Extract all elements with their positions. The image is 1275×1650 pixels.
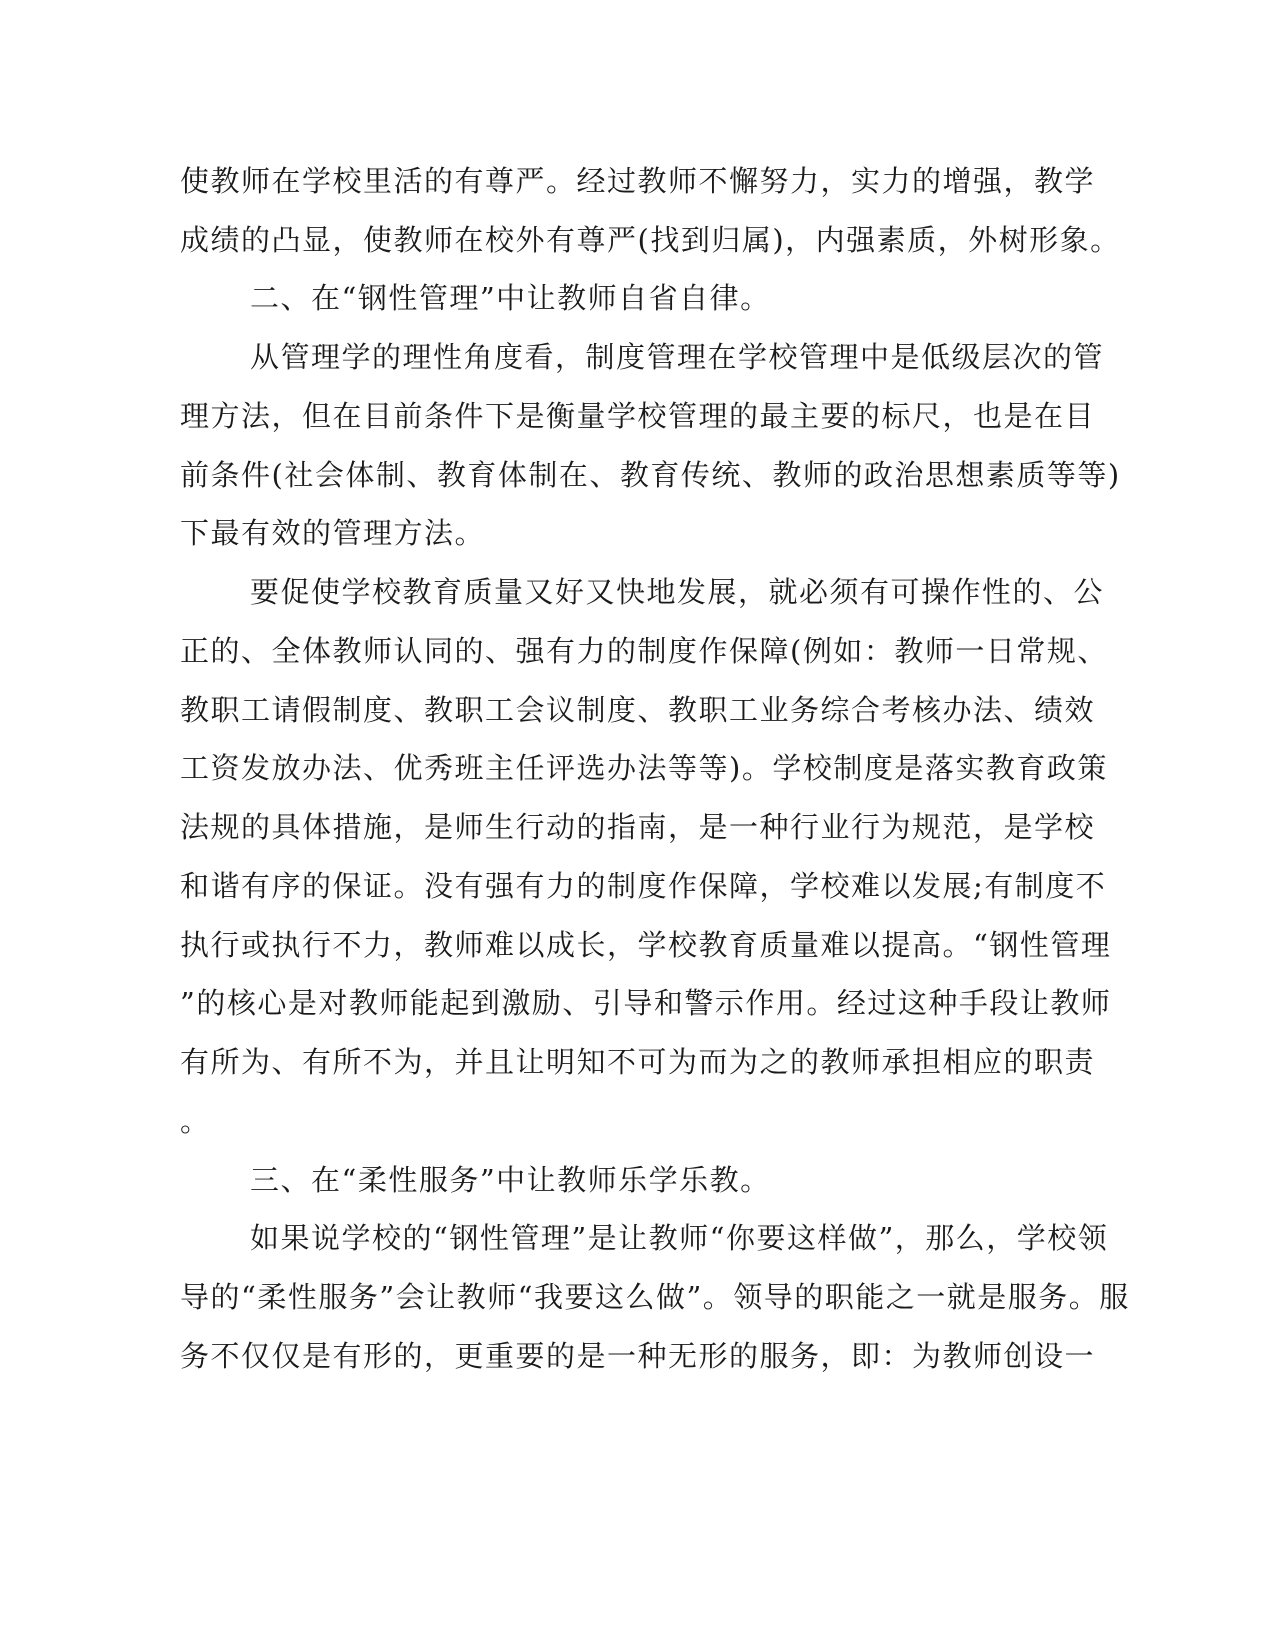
text-line: 使教师在学校里活的有尊严。经过教师不懈努力，实力的增强，教学 xyxy=(180,164,1096,198)
text-line: 下最有效的管理方法。 xyxy=(180,516,486,550)
text-line: 和谐有序的保证。没有强有力的制度作保障，学校难以发展;有制度不 xyxy=(180,869,1107,903)
section-heading: 三、在“柔性服务”中让教师乐学乐教。 xyxy=(250,1163,771,1197)
text-line: 执行或执行不力，教师难以成长，学校教育质量难以提高。“钢性管理 xyxy=(180,928,1112,962)
text-line: 正的、全体教师认同的、强有力的制度作保障(例如：教师一日常规、 xyxy=(180,634,1108,668)
text-line: 务不仅仅是有形的，更重要的是一种无形的服务，即：为教师创设一 xyxy=(180,1339,1096,1373)
text-line: 导的“柔性服务”会让教师“我要这么做”。领导的职能之一就是服务。服 xyxy=(180,1280,1130,1314)
text-line: 有所为、有所不为，并且让明知不可为而为之的教师承担相应的职责 xyxy=(180,1045,1096,1079)
text-line: 成绩的凸显，使教师在校外有尊严(找到归属)，内强素质，外树形象。 xyxy=(180,223,1121,257)
text-line: 要促使学校教育质量又好又快地发展，就必须有可操作性的、公 xyxy=(250,575,1105,609)
text-line: ”的核心是对教师能起到激励、引导和警示作用。经过这种手段让教师 xyxy=(180,986,1112,1020)
text-line: 。 xyxy=(180,1104,211,1138)
section-heading: 二、在“钢性管理”中让教师自省自律。 xyxy=(250,281,771,315)
text-line: 如果说学校的“钢性管理”是让教师“你要这样做”，那么，学校领 xyxy=(250,1221,1109,1255)
text-line: 从管理学的理性角度看，制度管理在学校管理中是低级层次的管 xyxy=(250,340,1105,374)
text-line: 教职工请假制度、教职工会议制度、教职工业务综合考核办法、绩效 xyxy=(180,693,1096,727)
text-line: 理方法，但在目前条件下是衡量学校管理的最主要的标尺，也是在目 xyxy=(180,399,1096,433)
text-line: 工资发放办法、优秀班主任评选办法等等)。学校制度是落实教育政策 xyxy=(180,751,1108,785)
text-line: 法规的具体措施，是师生行动的指南，是一种行业行为规范，是学校 xyxy=(180,810,1096,844)
text-line: 前条件(社会体制、教育体制在、教育传统、教师的政治思想素质等等) xyxy=(180,458,1121,492)
